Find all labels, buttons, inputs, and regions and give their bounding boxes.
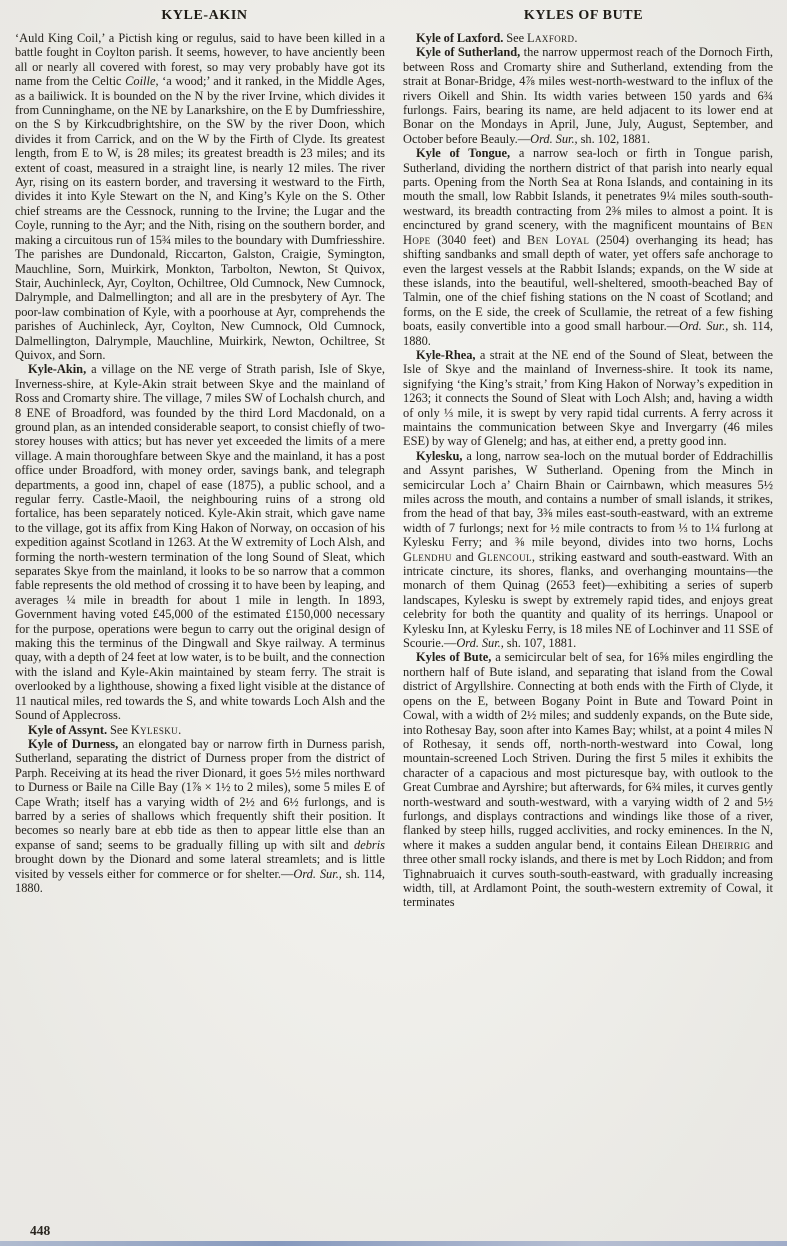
entry-name: Kyle of Durness,	[28, 736, 119, 751]
cross-reference: Ben Loyal	[527, 232, 590, 247]
entry-text: See	[107, 722, 131, 737]
cross-reference: Dheirrig	[701, 837, 751, 852]
entry-text: and	[451, 549, 478, 564]
cross-reference: Kylesku	[130, 722, 179, 737]
entry-paragraph	[403, 449, 773, 651]
cross-reference: Ben Hope	[403, 218, 773, 247]
entry-text: a narrow sea-loch or firth in Tongue parish, Sutherland, dividing the northern district of that parish into nearly equal parts. Opening from the North Sea at Rona Islands, and containing in its mouth the small, low Rabbit Islands, it penetrates 9¼ miles south-south-westward, its breadth contracting from 2⅜ miles to almost a point. It is encinctured by grand scenery, with the magnificent mountains of	[403, 146, 773, 233]
italic-text: debris	[354, 837, 385, 852]
entry-text: sh. 107, 1881.	[503, 636, 577, 651]
entry-name: Kylesku,	[416, 448, 463, 463]
entry-text: (2504) overhanging its head; has shifting sandbanks and small depth of water, yet offers safe anchorage to even the largest vessels at the Rabbit Islands; expands, on the W side at these islands, into the beautiful, well-sheltered, smooth-beached Bay of Talmin, one of the chief fishing stations on the N coast of Scotland; and forms, on the E side, the creek of Scullamie, the retreat of a few fishing boats, easily convertible into a good small harbour.—	[403, 232, 773, 334]
entry-text: sh. 102, 1881.	[577, 131, 651, 146]
entry-text: a strait at the NE end of the Sound of Sleat, between the Isle of Skye and the mainland of Inverness-shire. It took its name, signifying ‘the King’s strait,’ from King Hakon of Norway’s expedition in 1263; it connects the Sound of Sleat with Loch Alsh; and, having a width of only ⅓ mile, it is swept by very rapid tidal currents. A ferry across it maintains the communication between Skye and Invergarry (46 miles ESE) by way of Glenelg; and has, at either end, a pretty good inn.	[403, 347, 773, 449]
cross-reference: Glendhu	[403, 549, 452, 564]
entry-paragraph	[15, 31, 385, 362]
entry-name: Kyles of Bute,	[416, 650, 492, 665]
scan-edge-artifact	[0, 1241, 787, 1246]
entry-text: the narrow uppermost reach of the Dornoch Firth, between Ross and Cromarty shire and Sutherland, extending from the strait at Bonar-Bridge, 4⅞ miles west-north-westward to the influx of the rivers Oikell and Shin. Its width varies between 150 yards and 6¾ furlongs. Fairs, bearing its name, are held adjacent to its lower end at Bonar on the Mondays in April, June, July, August, September, and October before Beauly.—	[403, 45, 773, 146]
entry-text: ‘Auld King Coil,’ a Pictish king or regulus, said to have been killed in a battle fought in Coylton parish. It seems, however, to have anciently been all or nearly all covered with forest, so may very probably have got its name from the Celtic	[15, 31, 385, 89]
italic-text: Ord. Sur.,	[456, 636, 504, 651]
italic-text: Ord. Sur.,	[293, 866, 342, 881]
italic-text: Ord. Sur.,	[530, 131, 578, 146]
entry-paragraph	[403, 650, 773, 909]
entry-name: Kyle-Rhea,	[416, 347, 476, 362]
entry-text: (3040 feet) and	[430, 232, 528, 247]
entry-paragraph	[15, 723, 385, 737]
right-running-head: KYLES OF BUTE	[523, 8, 644, 23]
page-number: 448	[30, 1223, 51, 1238]
entry-paragraph	[403, 348, 773, 449]
entry-paragraph	[15, 737, 385, 895]
right-column	[403, 31, 773, 910]
entry-paragraph	[15, 362, 385, 722]
entry-text: See	[503, 31, 528, 45]
entry-text: .	[178, 722, 182, 737]
entry-text: brought down by the Dionard and some lateral streamlets; and is little visited by vessels either for commerce or for shelter.—	[15, 852, 385, 881]
italic-text: Coille	[125, 74, 156, 89]
entry-text: a semicircular belt of sea, for 16⅝ miles engirdling the northern half of Bute island, and separating that island from the Cowal district of Argyllshire. Connecting at both ends with the Firth of Clyde, it opens on the E, between Bogany Point in Bute and Toward Point in Cowal, with a width of 2½ miles; and suddenly expands, on the Bute side, into Rothesay Bay, soon after into Kames Bay; whilst, at a point 4 miles N of Rothesay, it sends off, north-north-westward into Cowal, long mountain-screened Loch Striven. During the first 5 miles it exhibits the character of a capacious and most picturesque bay, with outlook to the Great Cumbrae and Ayrshire; but afterwards, for 6¾ miles, it curves gently north-westward and south-westward, with a varying width of 2 and 5½ furlongs, and displays contractions and windings like those of a river, flanked by steep hills, rugged acclivities, and rocky eminences. In the N, where it makes a sudden angular bend, it contains Eilean	[403, 650, 774, 852]
entry-text: and three other small rocky islands, and there is met by Loch Riddon; and from Tighnabruaich it curves south-south-eastward, with gradually increasing width, till, at Ardlamont Point, the south-western extremity of Cowal, it terminates	[403, 837, 773, 910]
entry-text: , striking eastward and south-eastward. With an intricate cincture, its shores, flanks, and overhanging mountains—the monarch of them Quinag (2653 feet)—exhibiting a series of superb landscapes, Kylesku is swept by extremely rapid tides, and enjoys great celebrity for both the quantity and quality of its herrings. Unapool or Kylesku Inn, at Kylesku Ferry, is 18 miles NE of Lochinver and 11 SSE of Scourie.—	[403, 549, 774, 651]
entry-paragraph	[403, 31, 773, 45]
entry-paragraph	[403, 45, 773, 146]
entry-text: an elongated bay or narrow firth in Durness parish, Sutherland, separating the district of Durness proper from the district of Parph. Receiving at its head the river Dionard, it goes 5½ miles northward to Durness or Baile na Cille Bay (1⅞ × 1½ to 2 miles), some 5 miles E of Cape Wrath; itself has a varying width of 2½ and 6½ furlongs, and is barred by a series of shallows which frequently shift their position. It becomes so nearly bare at ebb tide as then to appear little else than an expanse of sand; seems to be gradually filling up with silt and	[15, 736, 385, 852]
entry-text: sh. 114, 1880.	[403, 319, 773, 348]
entry-paragraph	[403, 146, 773, 348]
entry-text: .	[574, 31, 578, 45]
entry-name: Kyle-Akin,	[28, 362, 87, 377]
text-columns	[15, 31, 773, 910]
cross-reference: Glencoul	[477, 549, 532, 564]
entry-name: Kyle of Assynt.	[28, 722, 108, 737]
entry-name: Kyle of Tongue,	[416, 146, 511, 161]
entry-text: , ‘a wood;’ and it ranked, in the Middle Ages, as a bailiwick. It is bounded on the N by the river Irvine, which divides it from Cunninghame, on the NE by Lanarkshire, on the E by Dumfriesshire, on the S by Kirkcudbrightshire, on the SW by the river Doon, which divides it from Carrick, and on the W by the Firth of Clyde. Its greatest length, from E to W, is 28 miles; its greatest breadth is 23 miles; and its extent of coast, measured in a straight line, is nearly 12 miles. The river Ayr, rising on its eastern border, and traversing it westward to the Firth, divides it into Kyle Stewart on the N, and King’s Kyle on the S. Other chief streams are the Cessnock, running to the Irvine; the Lugar and the Coyle, running to the Ayr; and the Nith, rising on the southern border, and making a circuitous run of 15¾ miles to the boundary with Dumfriesshire. The parishes are Dundonald, Riccarton, Galston, Craigie, Symington, Mauchline, Sorn, Muirkirk, Monkton, Tarbolton, Newton, St Quivox, Stair, Auchinleck, Ayr, Coylton, Ochiltree, Old Cumnock, New Cumnock, Dalrymple, and Dalmellington; and all are in the presbytery of Ayr. The poor-law combination of Kyle, with a poorhouse at Ayr, comprehends the parishes of Auchinleck, Ayr, Coylton, New Cumnock, Old Cumnock, Dalmellington, Dalrymple, Mauchline, Muirkirk, Newton, Ochiltree, St Quivox, and Sorn.	[15, 74, 386, 362]
entry-text: sh. 114, 1880.	[15, 866, 385, 895]
running-heads	[15, 8, 773, 24]
left-column	[15, 31, 385, 910]
italic-text: Ord. Sur.,	[679, 319, 729, 334]
entry-name: Kyle of Sutherland,	[416, 45, 521, 60]
left-running-head: KYLE-AKIN	[161, 8, 248, 23]
cross-reference: Laxford	[527, 31, 575, 45]
entry-name: Kyle of Laxford.	[416, 31, 504, 45]
entry-text: a long, narrow sea-loch on the mutual border of Eddrachillis and Assynt parishes, W Sutherland. Opening from the Minch in semicircular Loch a’ Chairn Bhain or Cairnbawn, which measures 5½ miles across the mouth, and contains a number of small islands, it strikes, from the head of that bay, 3⅜ miles east-south-eastward, with an extreme width of 7 furlongs; next for ½ mile contracts to from ⅓ to 1¼ furlong at Kylesku Ferry; and ⅜ mile beyond, divides into two horns, Lochs	[403, 448, 773, 550]
entry-text: a village on the NE verge of Strath parish, Isle of Skye, Inverness-shire, at Kyle-Akin strait between Skye and the mainland of Ross and Cromarty shire. The village, 7 miles SW of Lochalsh church, and 8 ENE of Broadford, was founded by the third Lord Macdonald, on a ground plan, as an intended considerable seaport, to consist chiefly of two-storey houses with attics; but has never yet exceeded the limits of a mere village. A main thoroughfare between Skye and the mainland, it has a post office under Broadford, with money order, savings bank, and telegraph departments, a good inn, chapel of ease (1875), a public school, and a regular ferry. Castle-Maoil, the neighbouring ruins of a strong old fortalice, has been separately noticed. Kyle-Akin strait, which gave name to the village, got its affix from King Hakon of Norway, on occasion of his expedition against Scotland in 1263. At the W extremity of Loch Alsh, and forming the north-western termination of the long Sound of Sleat, which separates Skye from the mainland, it looks to be so narrow that a common fable represents the old method of crossing it to have been by leaping, and averages ¼ mile in breadth for about 1 mile in length. In 1893, Government having voted £45,000 of the estimated £150,000 necessary for the purpose, operations were begun to carry out the original design of making this the terminus of the Dingwall and Skye railway. A terminus quay, with a depth of 24 feet at low water, is to be built, and the connection with the island and Kyle-Akin maintained by steam ferry. The strait is overlooked by a lighthouse, showing a fixed light visible at the distance of 11 nautical miles, red towards the S, and white towards Loch Alsh and the Sound of Applecross.	[15, 362, 385, 723]
